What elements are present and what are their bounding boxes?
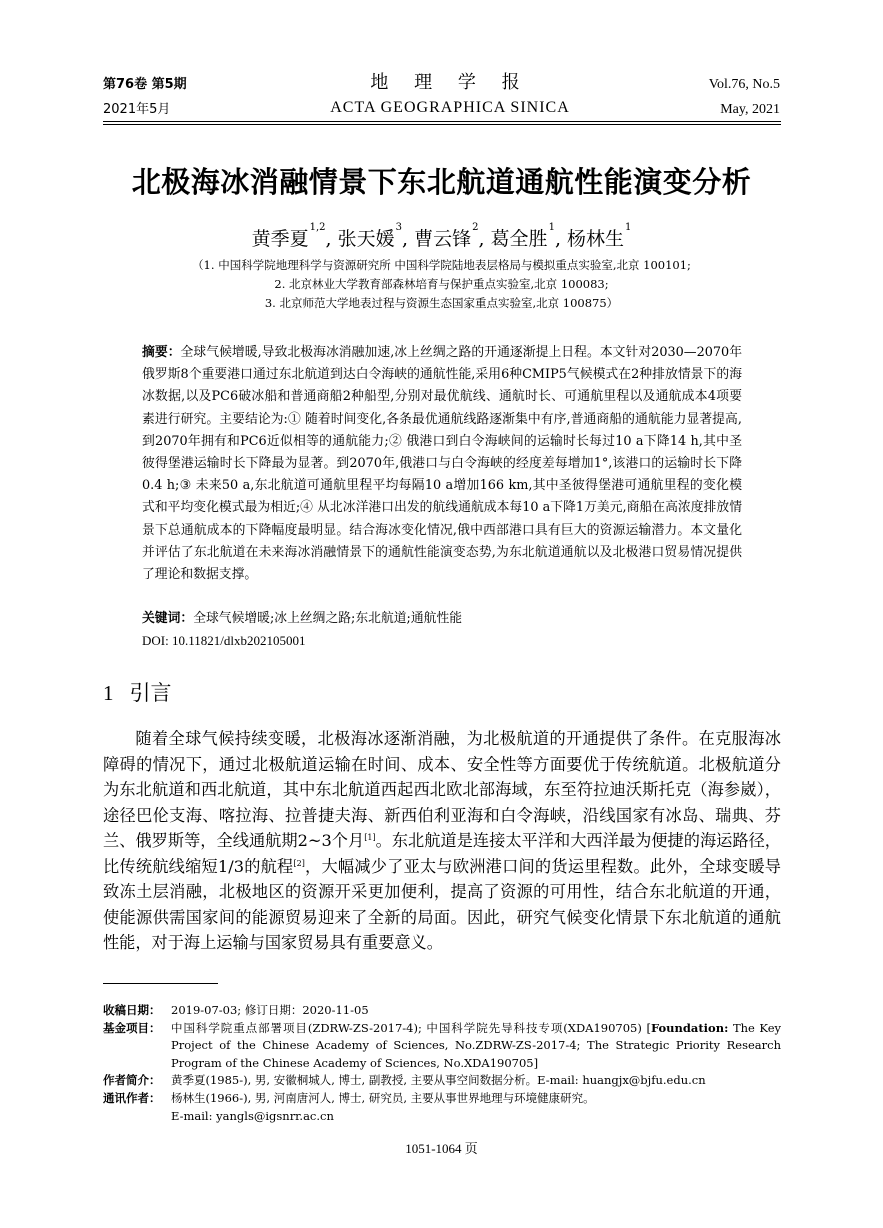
footnote-fund: 基金项目： 中国科学院重点部署项目(ZDRW-ZS-2017-4); 中国科学院先导科技专项(XDA190705) [Foundation: The Key Project of the Chinese Academy of Sciences, No.ZDRW-ZS-2017-4; The Strategic Priority Research Program of the Chinese Academy of Sciences, No.XDA190705]: [103, 1020, 782, 1070]
author: 曹云锋$^2$,: [414, 222, 485, 250]
citation[interactable]: [1]: [364, 833, 376, 842]
abstract-label: 摘要：: [142, 345, 181, 360]
footnote-corresponding: 通讯作者： 杨林生(1966-), 男, 河南唐河人, 博士, 研究员, 主要从事世界地理与环境健康研究。 E-mail: yangls@igsnrr.ac.cn: [103, 1090, 781, 1125]
doi: DOI: 10.11821/dlxb202105001: [142, 633, 306, 648]
affiliations: [60, 256, 823, 313]
header-rule-thin: [103, 124, 781, 125]
abstract: [142, 342, 742, 586]
footnote-rule: [103, 983, 218, 984]
author: 葛全胜$^1$,: [490, 222, 561, 250]
volume-en: Vol.76, No.5: [708, 77, 780, 92]
affiliation: 2. 北京林业大学教育部森林培育与保护重点实验室,北京 100083;: [274, 277, 609, 291]
journal-title-en: ACTA GEOGRAPHICA SINICA: [330, 99, 570, 116]
journal-title-cn: 地 理 学 报: [370, 72, 530, 93]
email-link[interactable]: E-mail: yangls@igsnrr.ac.cn: [171, 1108, 334, 1123]
author: 黄季夏$^{1,2}$,: [251, 222, 332, 250]
section-heading: [103, 677, 172, 707]
footnote-author: 作者简介： 黄季夏(1985-), 男, 安徽桐城人, 博士, 副教授, 主要从事空间数据分析。E-mail: huangjx@bjfu.edu.cn: [103, 1073, 706, 1088]
author: 杨林生$^1$: [567, 222, 632, 250]
affiliation: （1. 中国科学院地理科学与资源研究所 中国科学院陆地表层格局与模拟重点实验室,北京 100101;: [192, 258, 691, 272]
volume-cn: 第76卷 第5期: [103, 77, 187, 92]
intro-text: 。东北航道是连接太平洋和大西洋最为便捷的海运路径，比传统航线缩短1/3的航程: [103, 831, 781, 876]
paper-title: 北极海冰消融情景下东北航道通航性能演变分析: [131, 165, 752, 199]
header-right: [709, 72, 780, 122]
author-list: [60, 224, 823, 251]
header-center: [300, 70, 600, 120]
page-range: 1051-1064 页: [405, 1141, 478, 1156]
abstract-text: 全球气候增暖,导致北极海冰消融加速,冰上丝绸之路的开通逐渐提上日程。本文针对2030—2070年俄罗斯8个重要港口通过东北航道到达白令海峡的通航性能,采用6种CMIP5气候模式在2种排放情景下的海冰数据,以及PC6破冰船和普通商船2种船型,分别对最优航线、通航时长、可通航里程以及通航成本4项要素进行研究。主要结论为:① 随着时间变化,各条最优通航线路逐渐集中有序,普通商船的通航能力显著提高,到2070年拥有和PC6近似相等的通航能力;② 俄港口到白令海峡间的运输时长每过10 a下降14 h,其中圣彼得堡港运输时长下降最为显著。到2070年,俄港口与白令海峡的经度差每增加1°,该港口的运输时长下降0.4 h;③ 未来50 a,东北航道可通航里程平均每隔10 a增加166 km,其中圣彼得堡港可通航里程的变化模式和平均变化模式最为相近;④ 从北冰洋港口出发的航线通航成本每10 a下降1万美元,商船在高浓度排放情景下总通航成本的下降幅度最明显。结合海冰变化情况,俄中西部港口具有巨大的资源运输潜力。本文量化并评估了东北航道在未来海冰消融情景下的通航性能演变态势,为东北航道通航以及北极港口贸易情况提供了理论和数据支撑。: [142, 345, 742, 583]
citation[interactable]: [2]: [293, 858, 305, 868]
keywords-text: 全球气候增暖;冰上丝绸之路;东北航道;通航性能: [193, 611, 463, 626]
author: 张天媛$^3$,: [337, 222, 409, 250]
section-number: 1: [103, 681, 114, 705]
intro-text: 随着全球气候持续变暖，北极海冰逐渐消融，为北极航道的开通提供了条件。在克服海冰障碍的情况下，通过北极航道运输在时间、成本、安全性等方面要优于传统航道。北极航道分为东北航道和西北航道，其中东北航道西起西北欧北部海域，东至符拉迪沃斯托克（海参崴），途径巴伦支海、喀拉海、拉普捷夫海、新西伯利亚海和白令海峡，沿线国家有冰岛、瑞典、芬兰、俄罗斯等，全线通航期2~3个月: [103, 729, 781, 850]
header-left: [103, 72, 187, 122]
intro-text: ，大幅减少了亚太与欧洲港口间的货运里程数。此外，全球变暖导致冻土层消融，北极地区的资源开采更加便利，提高了资源的可用性，结合东北航道的开通，使能源供需国家间的能源贸易迎来了全新的局面。因此，研究气候变化情景下东北航道的通航性能，对于海上运输与国家贸易具有重要意义。: [103, 856, 781, 952]
header-rule: [103, 121, 781, 122]
date-cn: 2021年5月: [103, 102, 171, 117]
keywords: [142, 608, 742, 630]
date-en: May, 2021: [720, 102, 780, 117]
section-title: 引言: [129, 681, 172, 705]
keywords-label: 关键词：: [142, 611, 194, 626]
footnote-dates: 收稿日期： 2019-07-03; 修订日期：2020-11-05: [103, 1003, 369, 1017]
footnotes: [103, 1002, 781, 1125]
affiliation: 3. 北京师范大学地表过程与资源生态国家重点实验室,北京 100875）: [264, 296, 619, 310]
intro-paragraph: [103, 726, 781, 956]
